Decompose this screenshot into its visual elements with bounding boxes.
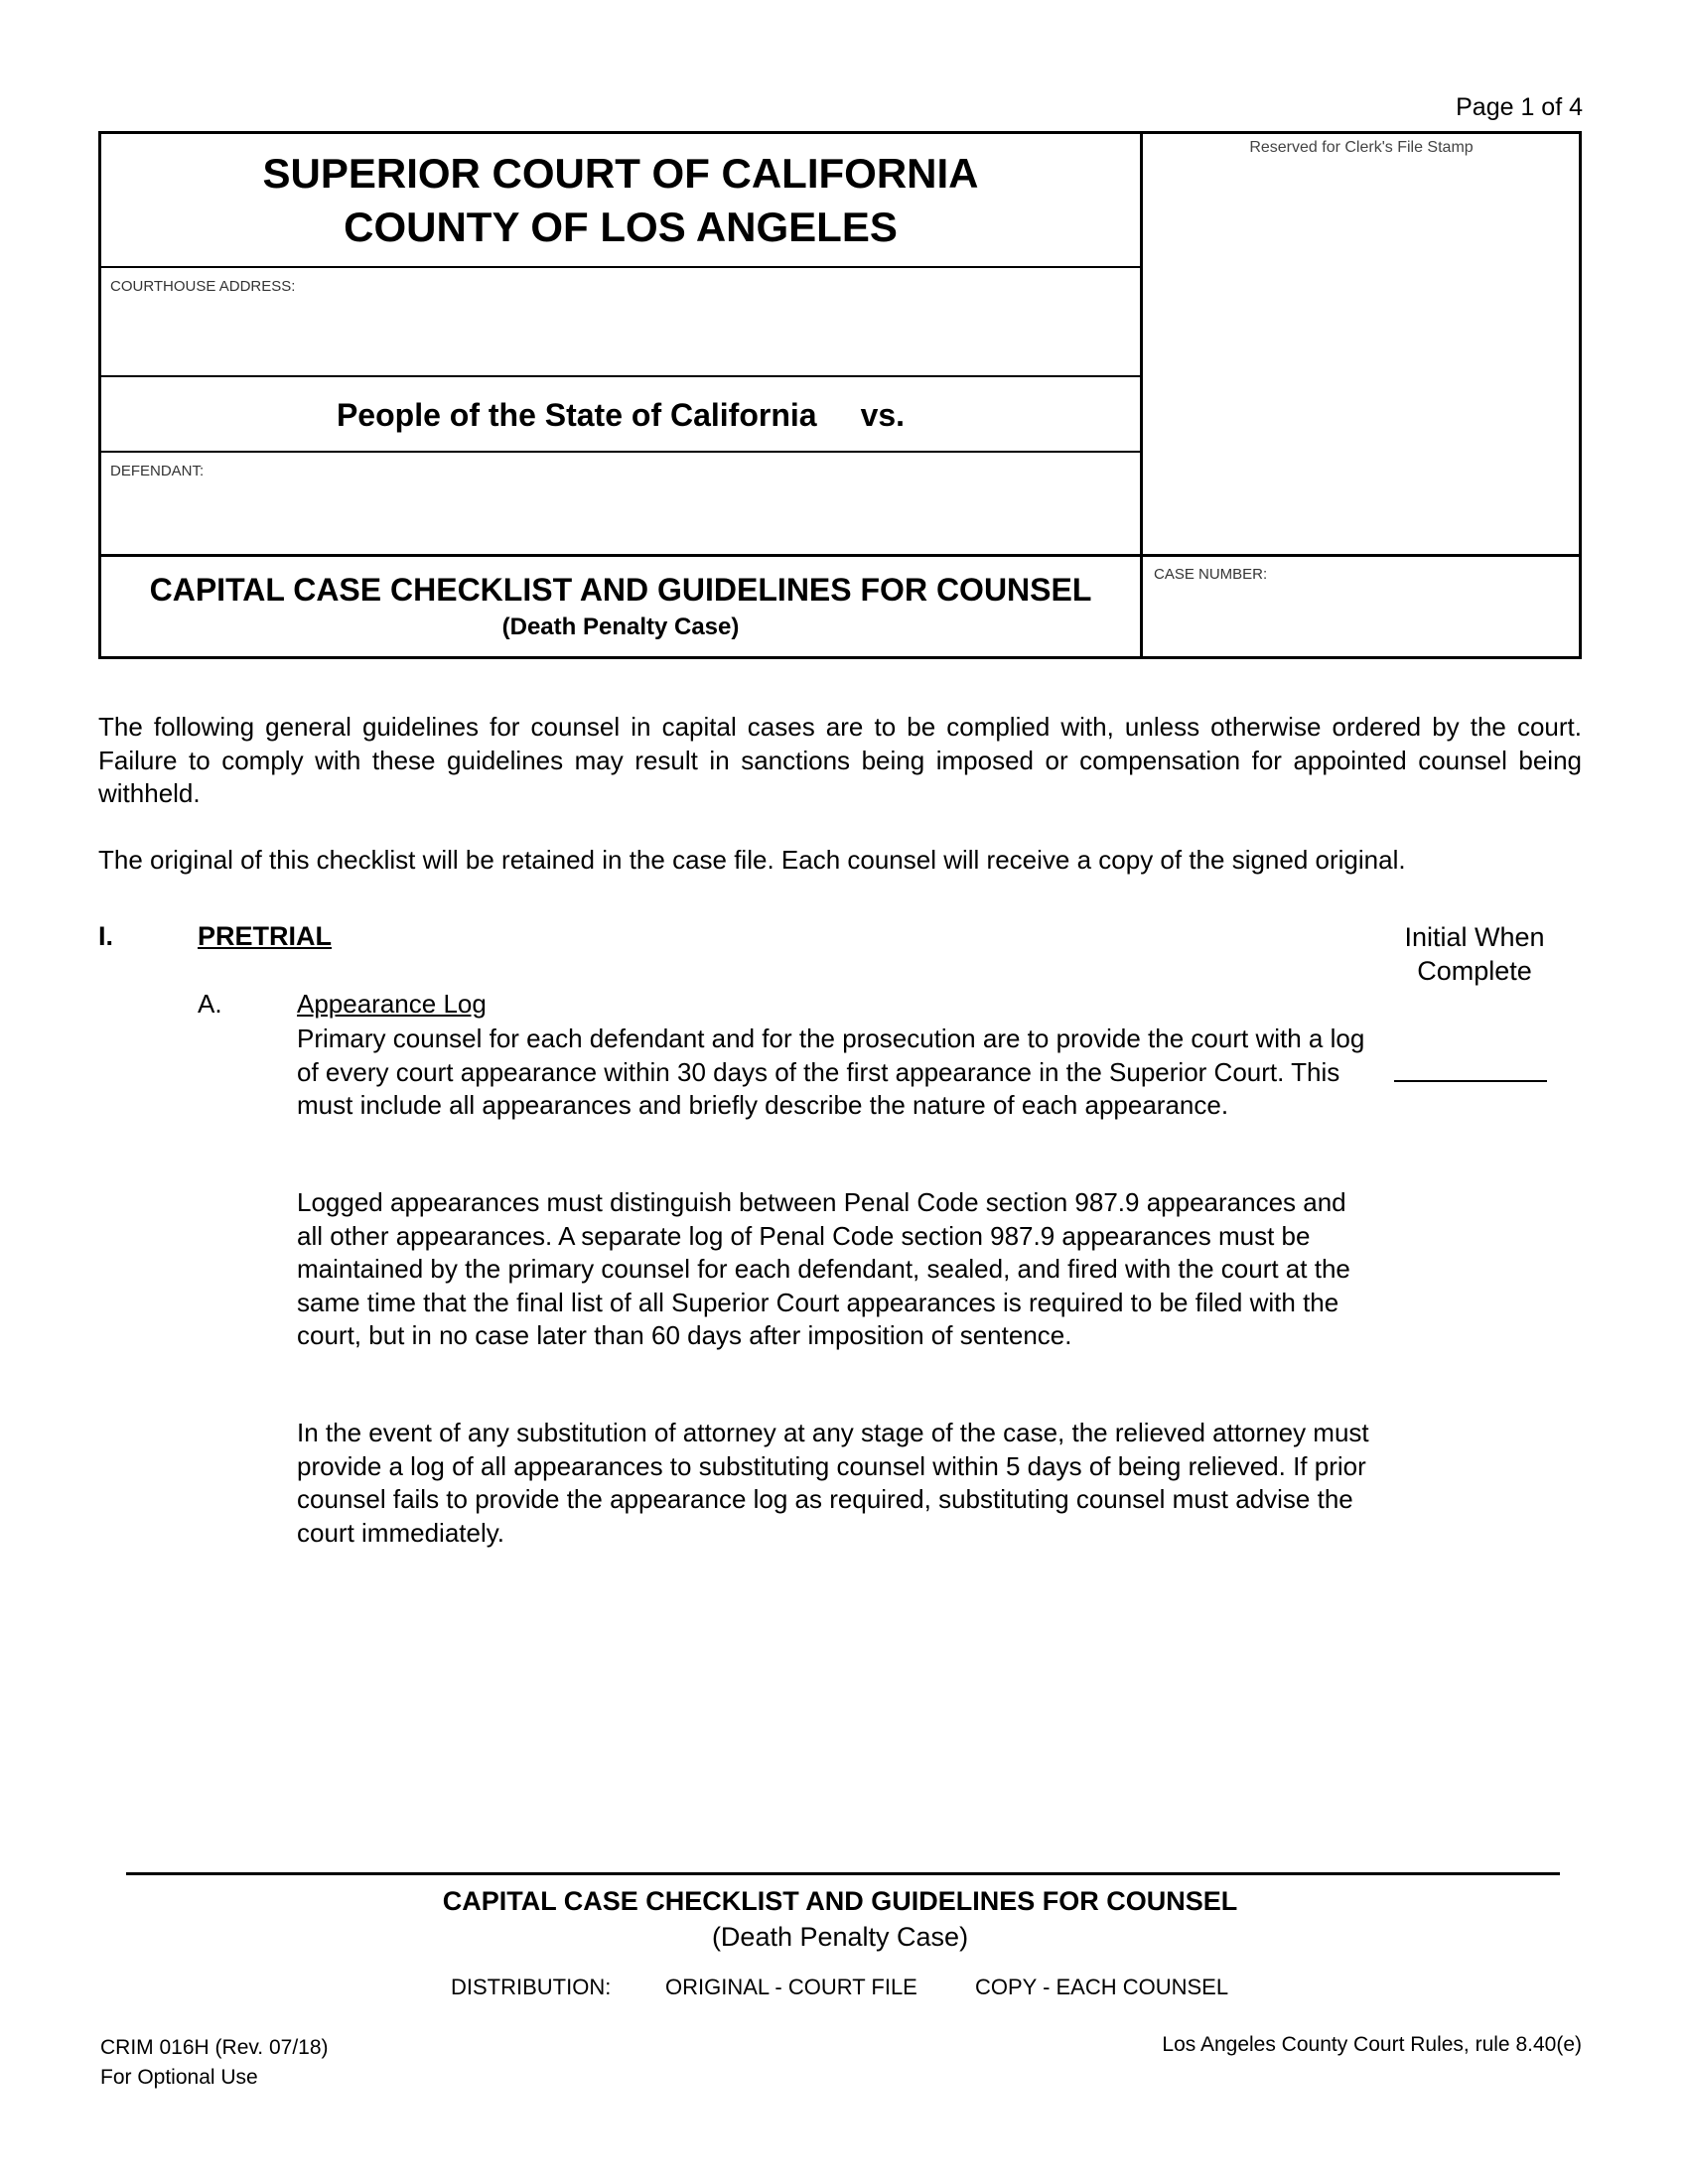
intro-paragraph: The following general guidelines for counsel in capital cases are to be complied with, unless otherwise ordered by the court. Failure to comply with these guidelines may result in sanctions being imposed or compensation for appointed counsel being withheld.: [98, 712, 1582, 808]
appearance-log-paragraph-1: Primary counsel for each defendant and for the prosecution are to provide the court with a log of every court appearance within 30 days of the first appearance in the Superior Court. This must include all appearances and briefly describe the nature of each appearance.: [297, 1024, 1365, 1120]
courthouse-address-field[interactable]: [110, 302, 1123, 367]
courthouse-address-label: COURTHOUSE ADDRESS:: [110, 278, 296, 295]
court-name-line1: SUPERIOR COURT OF CALIFORNIA: [262, 150, 979, 197]
form-number: CRIM 016H (Rev. 07/18): [100, 2036, 329, 2059]
caption-divider: [1140, 131, 1143, 659]
case-number-field[interactable]: [1154, 592, 1571, 651]
initial-label-line2: Complete: [1417, 955, 1532, 986]
caption-rule: [98, 375, 1142, 377]
retention-note: The original of this checklist will be retained in the case file. Each counsel will receive a copy of the signed original.: [98, 845, 1406, 875]
initial-label-line1: Initial When: [1404, 922, 1545, 952]
clerk-stamp-area: [1145, 171, 1578, 550]
section-number: I.: [98, 921, 114, 951]
footer-rule: [126, 1872, 1560, 1875]
distribution-copy: COPY - EACH COUNSEL: [975, 1975, 1229, 1999]
footer-subtitle: (Death Penalty Case): [711, 1922, 969, 1952]
defendant-field[interactable]: [110, 486, 1123, 548]
court-name: [101, 147, 1140, 254]
court-name-line2: COUNTY OF LOS ANGELES: [344, 204, 898, 250]
initial-signature-line[interactable]: [1394, 1080, 1547, 1082]
optional-use: For Optional Use: [100, 2066, 258, 2089]
caption-rule: [98, 451, 1142, 453]
form-title: CAPITAL CASE CHECKLIST AND GUIDELINES FOR COUNSEL: [149, 572, 1092, 608]
section-title: PRETRIAL: [198, 921, 332, 951]
distribution-original: ORIGINAL - COURT FILE: [665, 1975, 917, 1999]
form-subtitle: (Death Penalty Case): [501, 614, 740, 640]
case-caption-people: [101, 397, 1140, 434]
case-number-label: CASE NUMBER:: [1154, 566, 1268, 583]
caption-rule: [98, 266, 1142, 268]
versus-text: vs.: [860, 397, 906, 433]
rule-reference: Los Angeles County Court Rules, rule 8.40(e): [1162, 2033, 1582, 2056]
distribution-label: DISTRIBUTION:: [451, 1975, 612, 1999]
defendant-label: DEFENDANT:: [110, 463, 205, 479]
appearance-log-paragraph-3: In the event of any substitution of attorney at any stage of the case, the relieved attorney must provide a log of all appearances to substituting counsel within 5 days of being relieved. If prior counsel fails to provide the appearance log as required, substituting counsel must advise the court immediately.: [297, 1418, 1369, 1548]
page-number: Page 1 of 4: [1456, 93, 1583, 121]
caption-rule: [98, 554, 1582, 557]
subsection-title: Appearance Log: [297, 989, 487, 1019]
initial-when-complete-label: [1365, 921, 1584, 988]
clerk-stamp-label: Reserved for Clerk's File Stamp: [1249, 139, 1474, 156]
people-text: People of the State of California: [336, 397, 817, 433]
subsection-letter: A.: [198, 989, 222, 1019]
appearance-log-paragraph-2: Logged appearances must distinguish between Penal Code section 987.9 appearances and all other appearances. A separate log of Penal Code section 987.9 appearances must be maintained by the primary counsel for each defendant, sealed, and fired with the court at the same time that the final list of all Superior Court appearances is required to be filed with the court, but in no case later than 60 days after imposition of sentence.: [297, 1187, 1350, 1350]
footer-title: CAPITAL CASE CHECKLIST AND GUIDELINES FOR COUNSEL: [442, 1886, 1238, 1916]
form-identifier: [100, 2033, 329, 2093]
